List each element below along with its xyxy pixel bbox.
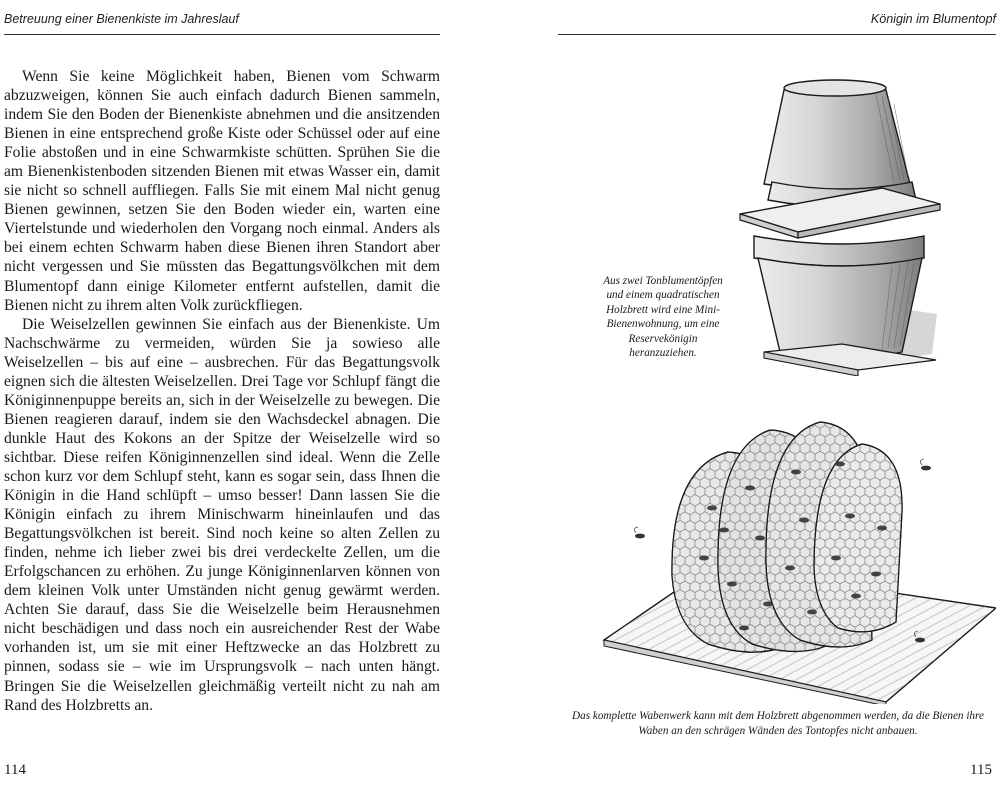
caption-flower-pot: Aus zwei Tonblumentöpfen und einem quadratischen Holzbrett wird eine Mini-Bienenwohnung, um eine Reservekönigin heranzuziehen. (603, 275, 723, 360)
page-number-right: 115 (970, 762, 992, 778)
header-rule-left (4, 34, 440, 35)
running-head-left: Betreuung einer Bienenkiste im Jahreslauf (4, 12, 239, 26)
honeycomb-illustration (600, 408, 996, 704)
header-rule-right (558, 34, 996, 35)
page-number-left: 114 (4, 762, 26, 778)
caption-honeycomb: Das komplette Wabenwerk kann mit dem Holzbrett abgenommen werden, da die Bienen ihre Waben an den schrägen Wänden des Tontopfes nicht anbauen. (572, 710, 984, 737)
paragraph-2: Die Weiselzellen gewinnen Sie einfach aus der Bienenkiste. Um Nachschwärme zu vermeiden, würden Sie ja sowieso alle Weiselzellen – bis auf eine – ausbrechen. Für das Begattungsvolk eignen sich die ältesten Weiselzellen. Drei Tage vor Schlupf fängt die Königinnenpuppe bereits an, sich in der Weiselzelle zu bewegen. Die Bienen reagieren darauf, indem sie den Wachsdeckel abnagen. Die dunkle Haut des Kokons an der Spitze der Weiselzelle wird so sichtbar. Diese reifen Königinnenzellen sind ideal. Wenn die Zelle schon kurz vor dem Schlupf steht, kann es sogar sein, dass Ihnen die Königin in die Hand schlüpft – umso besser! Dann lassen Sie die Königin einfach zu ihrem Minischwarm hineinlaufen und das Begattungsvölkchen ist bereit. Sind noch keine so alten Zellen zu finden, nehme ich lieber zwei bis drei verdeckelte Zellen, um die Erfolgschancen zu erhöhen. Zu junge Königinnenlarven können von dem kleinen Volk unter Umständen nicht genug gewärmt werden. Achten Sie darauf, dass Sie die Weiselzelle beim Herausnehmen nicht beschädigen und dass noch ein ausreichender Rest der Wabe vorhanden ist, um sie mit einer Heftzwecke an das Holzbrett zu pinnen, sodass sie – wie im Ursprungsvolk – nach unten hängt. Bringen Sie die Weiselzellen gleichmäßig verteilt nicht zu nah am Rand des Holzbretts an. (4, 315, 440, 714)
paragraph-1: Wenn Sie keine Möglichkeit haben, Bienen vom Schwarm abzuzweigen, können Sie auch einfach dadurch Bienen sammeln, indem Sie den Boden der Bienenkiste abnehmen und die ansitzenden Bienen in eine entsprechend große Kiste oder Schüssel oder auf eine Folie abstoßen und in eine Schwarmkiste schütten. Sprühen Sie die am Bienenkistenboden sitzenden Bienen mit etwas Wasser ein, damit sie nicht so schnell auffliegen. Falls Sie mit einem Mal nicht genug Bienen gewinnen, setzen Sie den Boden wieder ein, warten eine Viertelstunde und wiederholen den Vorgang noch einmal. Anders als bei einem echten Schwarm haben diese Bienen ihren Standort aber nicht vergessen und Sie müssten das Begattungsvölkchen mit dem Blumentopf dann einige Kilometer entfernt aufstellen, damit die Bienen nicht zu ihrem alten Volk zurückfliegen. (4, 68, 440, 314)
right-page (500, 0, 1000, 800)
running-head-right: Königin im Blumentopf (870, 12, 996, 26)
body-text (4, 67, 440, 715)
flower-pot-illustration (732, 64, 944, 376)
